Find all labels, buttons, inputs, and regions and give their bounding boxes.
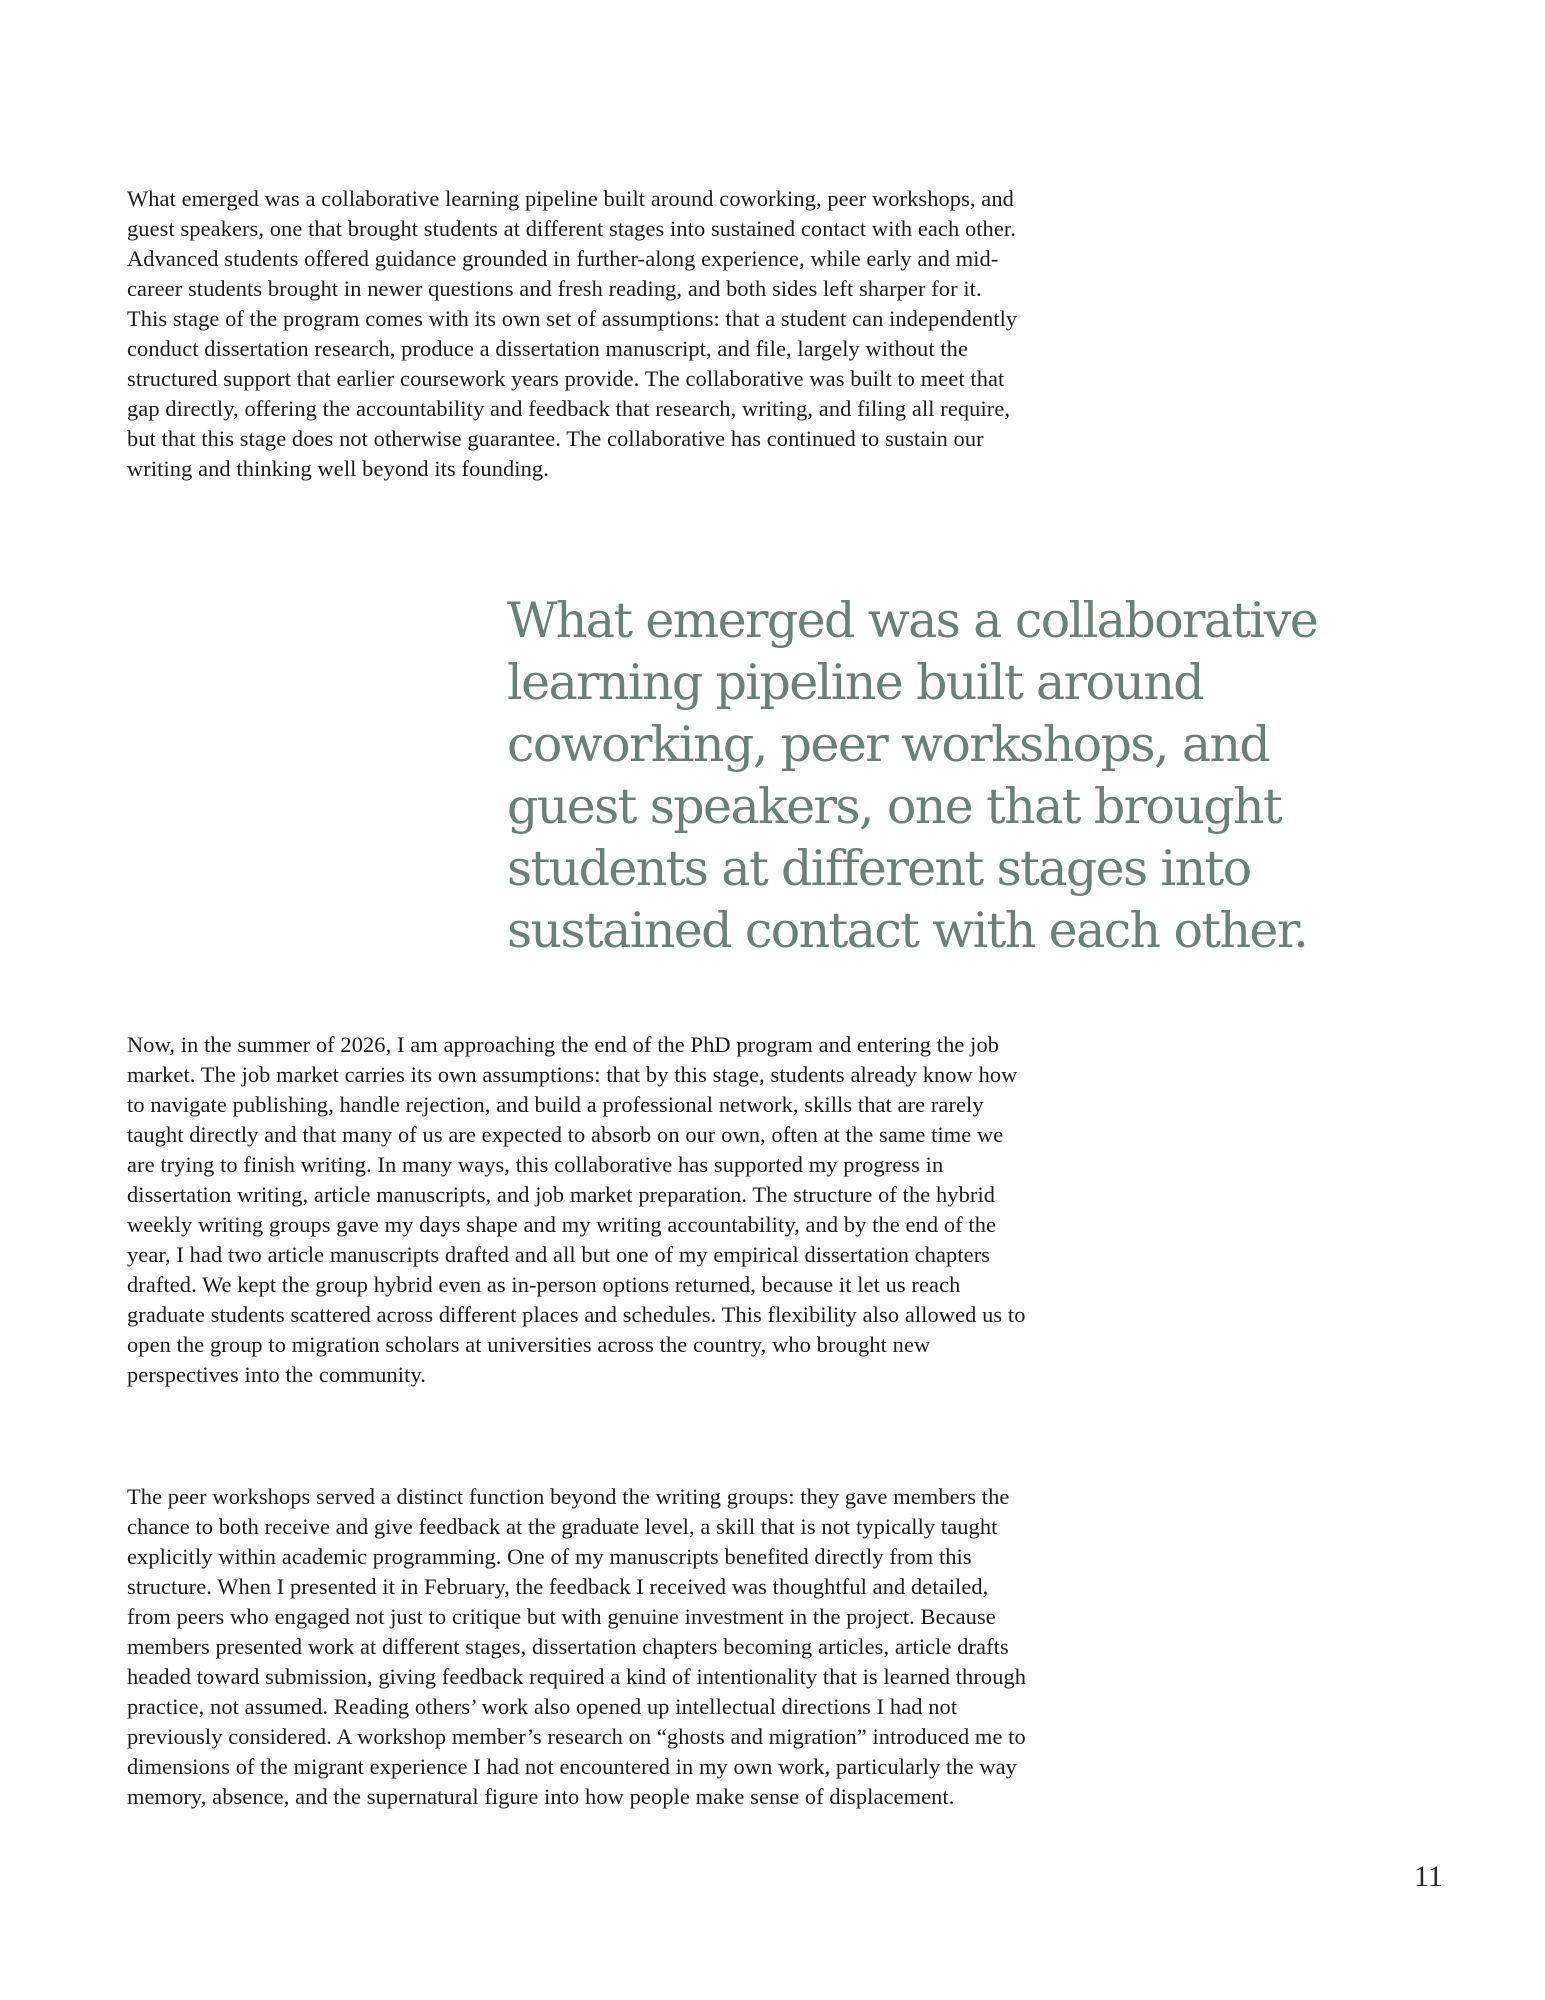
- body-paragraph-1: What emerged was a collaborative learning pipeline built around coworking, peer workshops, and guest speakers, one that brought students at different stages into sustained contact with each other. Advanced students offered guidance grounded in further-along experience, while early and mid-career students brought in newer questions and fresh reading, and both sides left sharper for it. This stage of the program comes with its own set of assumptions: that a student can independently conduct dissertation research, produce a dissertation manuscript, and file, largely without the structured support that earlier coursework years provide. The collaborative was built to meet that gap directly, offering the accountability and feedback that research, writing, and filing all require, but that this stage does not otherwise guarantee. The collaborative has continued to sustain our writing and thinking well beyond its founding.: [127, 186, 1018, 481]
- body-paragraph-3: The peer workshops served a distinct function beyond the writing groups: they gave members the chance to both receive and give feedback at the graduate level, a skill that is not typically taught explicitly within academic programming. One of my manuscripts benefited directly from this structure. When I presented it in February, the feedback I received was thoughtful and detailed, from peers who engaged not just to critique but with genuine investment in the project. Because members presented work at different stages, dissertation chapters becoming articles, article drafts headed toward submission, giving feedback required a kind of intentionality that is learned through practice, not assumed. Reading others’ work also opened up intellectual directions I had not previously considered. A workshop member’s research on “ghosts and migration” introduced me to dimensions of the migrant experience I had not encountered in my own work, particularly the way memory, absence, and the supernatural figure into how people make sense of displacement.: [127, 1484, 1027, 1809]
- body-paragraph-2: Now, in the summer of 2026, I am approaching the end of the PhD program and entering the job market. The job market carries its own assumptions: that by this stage, students already know how to navigate publishing, handle rejection, and build a professional network, skills that are rarely taught directly and that many of us are expected to absorb on our own, often at the same time we are trying to finish writing. In many ways, this collaborative has supported my progress in dissertation writing, article manuscripts, and job market preparation. The structure of the hybrid weekly writing groups gave my days shape and my writing accountability, and by the end of the year, I had two article manuscripts drafted and all but one of my empirical dissertation chapters drafted. We kept the group hybrid even as in-person options returned, because it let us reach graduate students scattered across different places and schedules. This flexibility also allowed us to open the group to migration scholars at universities across the country, who brought new perspectives into the community.: [127, 1032, 1026, 1387]
- pull-quote: What emerged was a collaborative learning pipeline built around coworking, peer workshops, and guest speakers, one that brought students at different stages into sustained contact with each other.: [507, 592, 1318, 959]
- page-number: 11: [1414, 1860, 1443, 1893]
